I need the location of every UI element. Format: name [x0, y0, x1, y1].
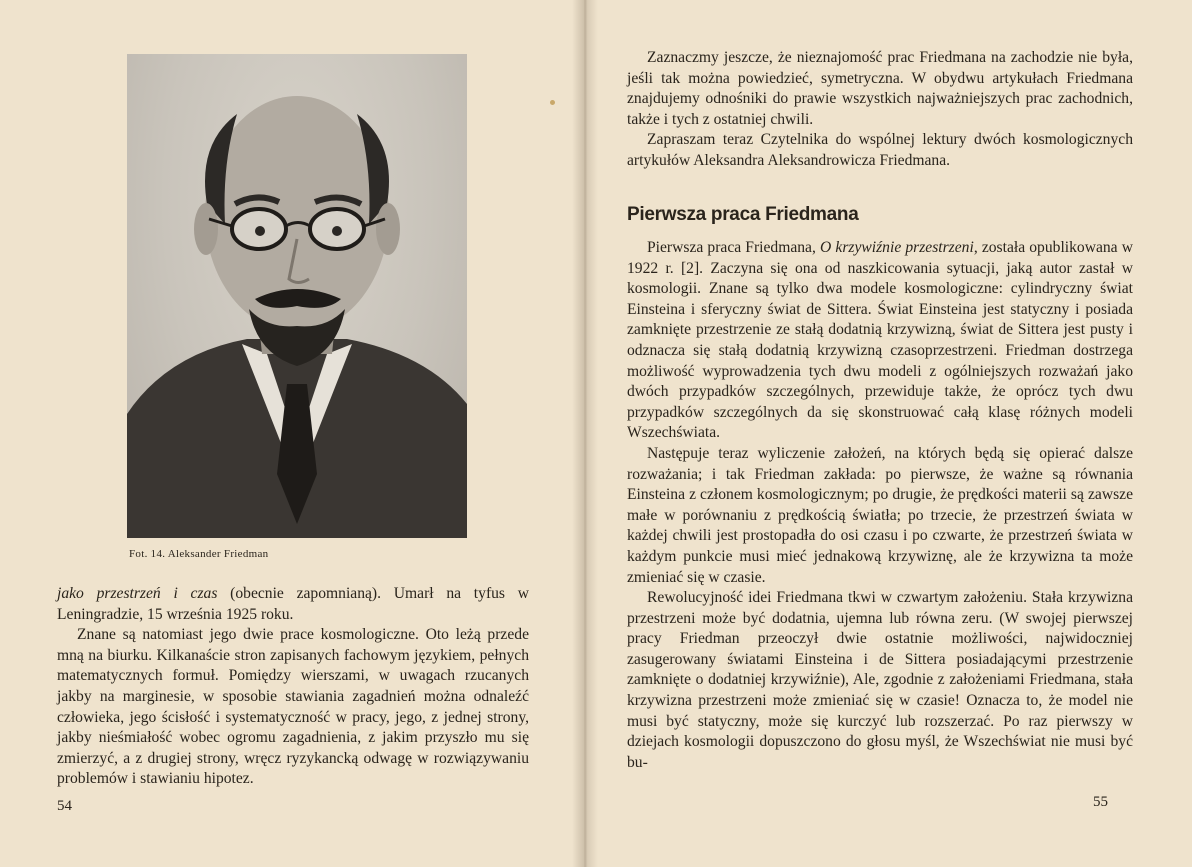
text-run: Zaznaczmy jeszcze, że nieznajomość prac Friedmana na zachodzie nie była, jeśli tak można powiedzieć, symetryczna. W obydwu artykułach Friedmana znajdujemy odnośniki do prawie wszystkich najważniejszych prac zachodnich, także i tych z ostatniej chwili.	[627, 49, 1133, 128]
text-run: Rewolucyjność idei Friedmana tkwi w czwartym założeniu. Stała krzywizna przestrzeni może być dodatnia, ujemna lub równa zeru. (W swojej pierwszej pracy Friedman przeoczył dwie ostatnie możliwości, najwidoczniej zasugerowany światami Einsteina i de Sittera posiadającymi przestrzenie zamknięte o dodatniej krzywiźnie), Ale, zgodnie z założeniami Friedmana, stała krzywizna przestrzeni może zmieniać się w czasie! Oznacza to, że model nie musi być statyczny, może się kurczyć lub rozszerzać. Po raz pierwszy w dziejach kosmologii dopuszczono do głosu myśl, że Wszechświat nie musi być bu-	[627, 589, 1133, 771]
paragraph	[627, 130, 1133, 171]
section-heading: Pierwsza praca Friedmana	[627, 204, 859, 225]
italic-run: jako przestrzeń i czas	[57, 585, 218, 602]
text-run: Następuje teraz wyliczenie założeń, na których będą się opierać dalsze rozważania; i tak Friedman zakłada: po pierwsze, że ważne są równania Einsteina z członem kosmologicznym; po drugie, że prędkości materii są zawsze małe w porównaniu z prędkością światła; po trzecie, że przestrzeń świata w każdej chwili jest prostopadła do osi czasu i po czwarte, że przestrzeń świata w każdym punkcie musi mieć jednakową krzywiznę, ale że krzywizna ta może zmieniać się w czasie.	[627, 444, 1133, 586]
page-number-left: 54	[57, 798, 72, 814]
paragraph	[627, 444, 1133, 588]
paragraph	[57, 625, 529, 790]
portrait-photo	[127, 54, 467, 538]
right-page-body-text	[627, 238, 1133, 773]
paragraph	[627, 588, 1133, 773]
portrait-illustration	[127, 54, 467, 538]
left-page-text	[57, 584, 529, 790]
right-page-intro-text	[627, 48, 1133, 172]
italic-run: O krzywiźnie przestrzeni	[820, 239, 974, 256]
paragraph	[627, 48, 1133, 130]
text-run: Pierwsza praca Friedmana,	[647, 239, 821, 256]
paragraph	[627, 238, 1133, 444]
book-gutter	[572, 0, 598, 867]
paragraph	[57, 584, 529, 625]
page-number-right: 55	[1093, 794, 1108, 810]
text-run: , została opublikowana w 1922 r. [2]. Zaczyna się ona od naszkicowania sytuacji, jaką autor zastał w kosmologii. Znane są tylko dwa modele kosmologiczne: cylindryczny świat Einsteina i sferyczny świat de Sittera. Świat Einsteina jest statyczny i posiada zamknięte przestrzenie ze stałą dodatnią krzywizną, świat de Sittera jest pusty i odznacza się stałą dodatnią krzywizną czasoprzestrzeni. Friedman dostrzega możliwość wyprowadzenia tych dwu modeli z ogólniejszych rozważań jako dwóch przypadków szczególnych, przewiduje także, że oprócz tych dwu przypadków szczególnych da się skonstruować całą klasę różnych modeli Wszechświata.	[627, 239, 1133, 442]
text-run: (obecnie zapomnianą). Umarł na tyfus w Leningradzie, 15 września 1925 roku.	[57, 585, 530, 623]
text-run: Zapraszam teraz Czytelnika do wspólnej lektury dwóch kosmologicznych artykułów Aleksandra Aleksandrowicza Friedmana.	[627, 131, 1133, 169]
left-page	[0, 0, 584, 867]
text-run: Znane są natomiast jego dwie prace kosmologiczne. Oto leżą przede mną na biurku. Kilkanaście stron zapisanych fachowym językiem, pełnych matematycznych formuł. Pomiędzy wierszami, w uwagach rzucanych jakby na marginesie, w sposobie stawiania zagadnień można odnaleźć człowieka, jego ścisłość i systematyczność w pracy, jego, z jednej strony, jakby nieśmiałość wobec ogromu zagadnienia, z jakim przyszło mu się zmierzyć, a z drugiej strony, wręcz ryzykancką odwagę w rozwiązywaniu problemów i stawianiu hipotez.	[57, 626, 529, 788]
photo-caption: Fot. 14. Aleksander Friedman	[129, 548, 269, 560]
paper-stain	[550, 100, 555, 105]
